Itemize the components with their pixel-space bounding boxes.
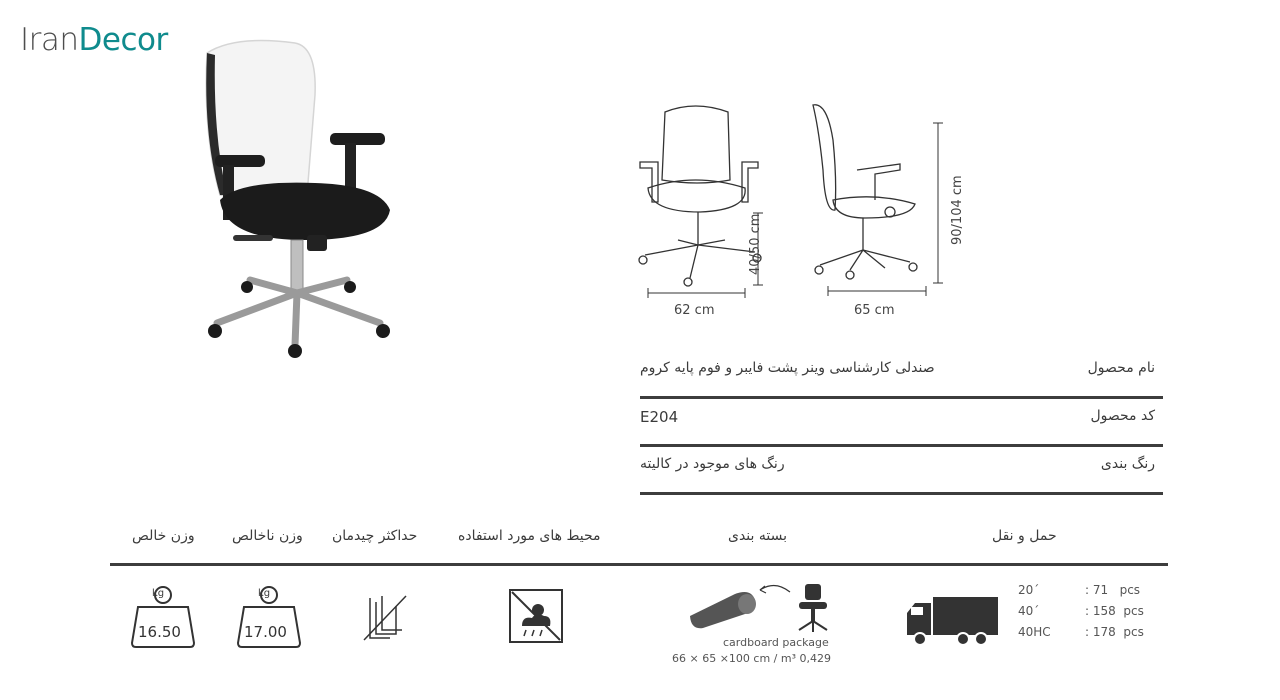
spec-row-color (640, 444, 1163, 495)
header-packaging: بسته بندی (728, 528, 787, 544)
bottom-divider (110, 563, 1168, 566)
spec-row-name (640, 348, 1163, 399)
ship-qty-20: : 71 pcs (1085, 583, 1141, 597)
spec-label-color: رنگ بندی (1100, 456, 1155, 472)
dimension-lines (640, 115, 970, 305)
ship-container-20: 20´ (1018, 583, 1040, 597)
package-size: 66 × 65 ×100 cm / m³ 0,429 (672, 652, 831, 665)
header-transport: حمل و نقل (992, 528, 1057, 544)
spec-row-code (640, 396, 1163, 447)
gross-weight-unit: kg (258, 588, 271, 599)
net-weight-unit: kg (152, 588, 165, 599)
brand-logo (20, 22, 168, 58)
ship-container-40: 40´ (1018, 604, 1040, 618)
ship-qty-40hc: : 178 pcs (1085, 625, 1144, 639)
chair-photo (195, 35, 405, 365)
spec-value-code: E204 (640, 408, 679, 426)
ship-qty-40: : 158 pcs (1085, 604, 1144, 618)
header-net-weight: وزن خالص (132, 528, 195, 544)
header-max-stacking: حداکثر چیدمان (332, 528, 418, 544)
spec-label-code: کد محصول (1090, 408, 1155, 424)
spec-label-name: نام محصول (1087, 360, 1155, 376)
spec-value-name: صندلی کارشناسی وینر پشت فایبر و فوم پایه کروم (640, 360, 935, 376)
depth-dimension-label: 65 cm (854, 303, 895, 318)
net-weight-badge (130, 585, 196, 649)
seat-height-label: 40/50 cm (748, 213, 763, 275)
indoor-usage-icon (508, 588, 564, 644)
width-dimension-label: 62 cm (674, 303, 715, 318)
ship-container-40hc: 40HC (1018, 625, 1051, 639)
spec-value-color: رنگ های موجود در کالیته (640, 456, 785, 472)
net-weight-value: 16.50 (138, 623, 181, 641)
brand-part2: Decor (78, 22, 168, 58)
brand-part1: Iran (20, 22, 79, 58)
gross-weight-badge (236, 585, 302, 649)
total-height-label: 90/104 cm (950, 175, 965, 245)
packaging-icon (685, 576, 845, 636)
gross-weight-value: 17.00 (244, 623, 287, 641)
header-usage-environment: محیط های مورد استفاده (458, 528, 601, 544)
header-gross-weight: وزن ناخالص (232, 528, 303, 544)
stacking-icon (360, 592, 410, 644)
truck-icon (905, 595, 1000, 647)
package-caption: cardboard package (723, 636, 829, 649)
